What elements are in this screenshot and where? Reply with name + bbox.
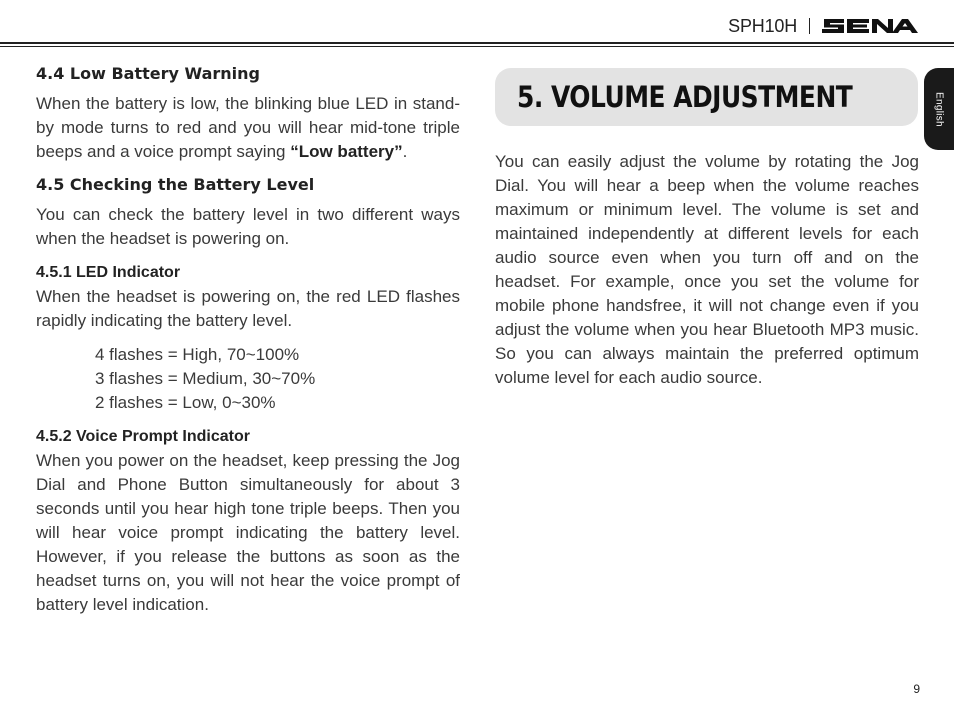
heading-low-battery-warning: 4.4 Low Battery Warning [36, 64, 260, 83]
language-tab-label: English [933, 91, 945, 127]
list-item: 4 flashes = High, 70~100% [95, 345, 300, 364]
voice-prompt-paragraph: When you power on the headset, keep pressing the Jog Dial and Phone Button simultaneously for about 3 seconds until you hear high tone triple beeps. Then you will hear voice prompt indicating the battery level. However, if you release the buttons as soon as the headset turns on, you will not hear the voice prompt of battery level indication. [36, 451, 460, 614]
checking-battery-paragraph: You can check the battery level in two different ways when the headset is powering on. [36, 205, 460, 248]
list-item: 2 flashes = Low, 0~30% [95, 393, 276, 412]
list-item: 3 flashes = Medium, 30~70% [95, 369, 316, 388]
led-indicator-paragraph: When the headset is powering on, the red LED flashes rapidly indicating the battery level. [36, 287, 460, 330]
battery-level-list [36, 343, 460, 415]
heading-led-indicator: 4.5.1 LED Indicator [36, 264, 181, 281]
model-name: SPH10H [728, 15, 797, 36]
low-battery-quote: “Low battery” [290, 142, 403, 161]
header-rule-thin [0, 46, 954, 47]
section-title-box [495, 68, 918, 126]
page-number: 9 [913, 682, 920, 696]
sena-logo-icon [822, 17, 918, 35]
header-rule-thick [0, 42, 954, 44]
heading-voice-prompt-indicator: 4.5.2 Voice Prompt Indicator [36, 428, 250, 445]
low-battery-paragraph: When the battery is low, the blinking blue LED in stand-by mode turns to red and you will hear mid-tone triple beeps and a voice prompt saying “Low battery”. [36, 94, 460, 161]
language-tab [924, 68, 954, 150]
right-column [495, 150, 919, 390]
heading-checking-battery-level: 4.5 Checking the Battery Level [36, 175, 315, 194]
volume-adjustment-paragraph: You can easily adjust the volume by rotating the Jog Dial. You will hear a beep when the volume reaches maximum or minimum level. The volume is set and maintained independently at different levels for each audio source even when you turn off and on the headset. For example, once you set the volume for mobile phone handsfree, it will not change even if you adjust the volume when you hear Bluetooth MP3 music. So you can always maintain the preferred optimum volume level for each audio source. [495, 152, 919, 387]
header-separator [809, 18, 810, 34]
page-title: 5. VOLUME ADJUSTMENT [517, 80, 853, 114]
left-column [36, 63, 460, 617]
page-header [728, 12, 918, 40]
